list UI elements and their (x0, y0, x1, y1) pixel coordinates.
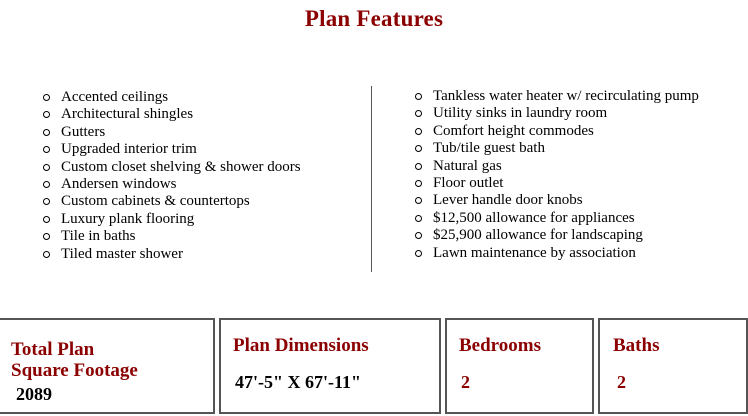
circle-bullet-icon (415, 180, 422, 187)
circle-bullet-icon (43, 146, 50, 153)
feature-label: Custom closet shelving & shower doors (61, 158, 301, 175)
square-footage-box (0, 318, 215, 414)
list-item (42, 141, 301, 158)
circle-bullet-icon (415, 110, 422, 117)
square-footage-label-line1: Total Plan (11, 339, 95, 360)
feature-label: Lawn maintenance by association (433, 244, 636, 261)
circle-bullet-icon (43, 198, 50, 205)
feature-label: Lever handle door knobs (433, 192, 583, 209)
list-item (414, 140, 699, 157)
list-item (42, 124, 301, 141)
plan-dimensions-box (219, 318, 441, 414)
list-item (42, 106, 301, 123)
circle-bullet-icon (43, 111, 50, 118)
feature-label: Custom cabinets & countertops (61, 193, 250, 210)
list-item (42, 228, 301, 245)
baths-box (598, 318, 748, 414)
feature-list-right (414, 88, 699, 262)
feature-label: Utility sinks in laundry room (433, 105, 608, 122)
square-footage-value: 2089 (16, 384, 52, 404)
feature-label: Tankless water heater w/ recirculating pump (433, 88, 699, 104)
circle-bullet-icon (43, 164, 50, 171)
list-item (42, 89, 301, 106)
baths-label: Baths (613, 335, 660, 356)
list-item (414, 210, 699, 227)
feature-label: Architectural shingles (61, 106, 194, 123)
plan-dimensions-label: Plan Dimensions (233, 335, 369, 356)
circle-bullet-icon (43, 251, 50, 258)
list-item (42, 246, 301, 263)
circle-bullet-icon (43, 216, 50, 223)
page-title: Plan Features (304, 6, 444, 31)
bedrooms-value: 2 (461, 372, 470, 392)
circle-bullet-icon (415, 128, 422, 135)
square-footage-label-line2: Square Footage (11, 360, 138, 381)
baths-value: 2 (617, 372, 626, 392)
circle-bullet-icon (415, 163, 422, 170)
square-footage-label (11, 339, 138, 381)
list-item (414, 88, 699, 105)
column-divider (371, 86, 372, 272)
feature-label: Tiled master shower (61, 245, 183, 262)
feature-label: Floor outlet (433, 175, 504, 192)
feature-label: Upgraded interior trim (61, 141, 197, 158)
plan-dimensions-value: 47'-5" X 67'-11" (235, 372, 361, 392)
list-item (414, 158, 699, 175)
list-item (414, 175, 699, 192)
feature-label: $25,900 allowance for landscaping (433, 227, 643, 244)
feature-label: Comfort height commodes (433, 122, 594, 139)
list-item (414, 105, 699, 122)
circle-bullet-icon (43, 129, 50, 136)
feature-label: Andersen windows (61, 176, 177, 193)
feature-label: $12,500 allowance for appliances (433, 209, 635, 226)
circle-bullet-icon (43, 181, 50, 188)
list-item (42, 159, 301, 176)
list-item (42, 176, 301, 193)
circle-bullet-icon (415, 93, 422, 100)
circle-bullet-icon (415, 250, 422, 257)
list-item (414, 192, 699, 209)
circle-bullet-icon (415, 215, 422, 222)
circle-bullet-icon (415, 232, 422, 239)
feature-list-left (42, 89, 301, 263)
circle-bullet-icon (43, 94, 50, 101)
circle-bullet-icon (415, 145, 422, 152)
list-item (414, 123, 699, 140)
circle-bullet-icon (415, 197, 422, 204)
bedrooms-label: Bedrooms (459, 335, 541, 356)
list-item (42, 211, 301, 228)
feature-label: Natural gas (433, 157, 502, 174)
circle-bullet-icon (43, 233, 50, 240)
feature-label: Luxury plank flooring (61, 210, 195, 227)
feature-label: Accented ceilings (61, 89, 169, 105)
feature-label: Tub/tile guest bath (433, 140, 545, 157)
list-item (414, 245, 699, 262)
feature-label: Tile in baths (61, 228, 136, 245)
feature-label: Gutters (61, 123, 106, 140)
list-item (414, 227, 699, 244)
list-item (42, 193, 301, 210)
bedrooms-box (445, 318, 594, 414)
